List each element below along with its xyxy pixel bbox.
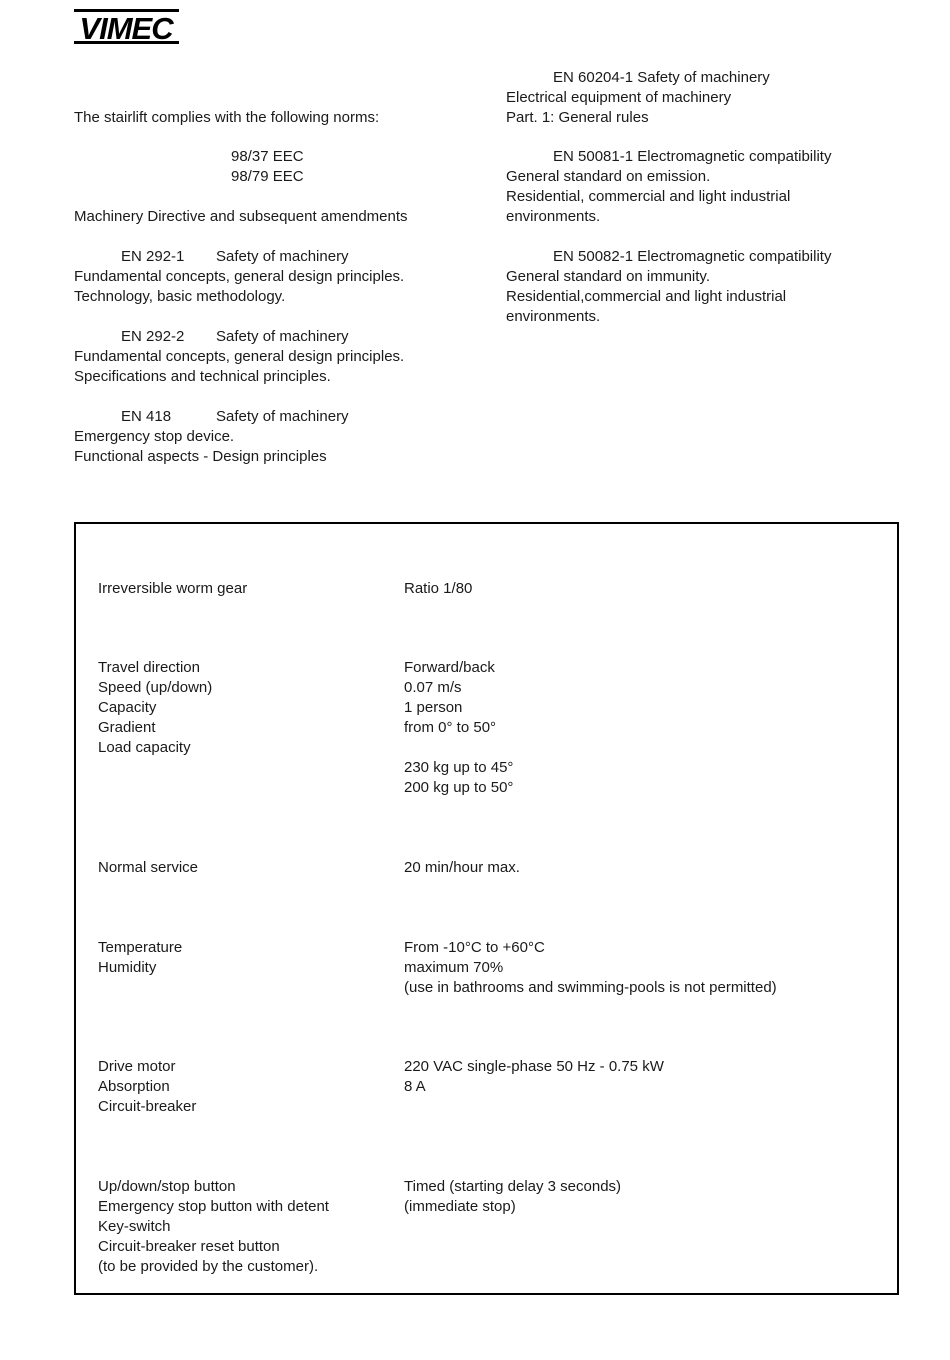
norm-description: Electrical equipment of machinery [506, 89, 732, 106]
norm-description: Technology, basic methodology. [74, 288, 286, 305]
norm-description: Functional aspects - Design principles [74, 448, 327, 465]
norm-heading: EN 60204-1 Safety of machinery [553, 69, 770, 86]
norm-description: Residential, commercial and light industrial [506, 188, 791, 205]
logo-text: VIMEC [79, 11, 173, 44]
spec-value: 1 person [404, 699, 463, 716]
norm-description: General standard on emission. [506, 168, 711, 185]
spec-value: Ratio 1/80 [404, 580, 473, 597]
spec-label: Capacity [98, 699, 157, 716]
spec-value: Timed (starting delay 3 seconds) [404, 1178, 622, 1195]
norm-description: Part. 1: General rules [506, 109, 649, 126]
spec-label: Temperature [98, 939, 183, 956]
directive-description: Machinery Directive and subsequent amendments [74, 208, 408, 225]
spec-label: Up/down/stop button [98, 1178, 236, 1195]
spec-value: 200 kg up to 50° [404, 779, 514, 796]
norm-title: Safety of machinery [216, 248, 349, 265]
spec-value: 220 VAC single-phase 50 Hz - 0.75 kW [404, 1058, 664, 1075]
spec-value: Forward/back [404, 659, 495, 676]
norm-description: Residential,commercial and light industrial [506, 288, 787, 305]
norm-description: Fundamental concepts, general design principles. [74, 348, 405, 365]
norm-description: General standard on immunity. [506, 268, 710, 285]
spec-label: Absorption [98, 1078, 170, 1095]
spec-value: 20 min/hour max. [404, 859, 520, 876]
spec-value: 0.07 m/s [404, 679, 462, 696]
directive-code: 98/37 EEC [231, 148, 304, 165]
norms-intro: The stairlift complies with the following norms: [74, 109, 380, 126]
spec-label: Irreversible worm gear [98, 580, 248, 597]
norm-title: Safety of machinery [216, 328, 349, 345]
spec-value: 230 kg up to 45° [404, 759, 514, 776]
norm-description: environments. [506, 208, 601, 225]
spec-label: Load capacity [98, 739, 191, 756]
vimec-logo [74, 9, 179, 44]
norm-code: EN 418 [121, 408, 172, 425]
norm-description: Emergency stop device. [74, 428, 235, 445]
spec-label: Speed (up/down) [98, 679, 213, 696]
spec-label: Gradient [98, 719, 156, 736]
spec-value: (use in bathrooms and swimming-pools is not permitted) [404, 979, 777, 996]
norm-code: EN 292-2 [121, 328, 185, 345]
norm-code: EN 292-1 [121, 248, 185, 265]
spec-value: From -10°C to +60°C [404, 939, 545, 956]
spec-label: Circuit-breaker reset button [98, 1238, 280, 1255]
spec-value: 8 A [404, 1078, 426, 1095]
spec-label: (to be provided by the customer). [98, 1258, 319, 1275]
spec-value: (immediate stop) [404, 1198, 516, 1215]
spec-value: maximum 70% [404, 959, 504, 976]
directive-code: 98/79 EEC [231, 168, 304, 185]
norm-description: Specifications and technical principles. [74, 368, 331, 385]
norm-heading: EN 50081-1 Electromagnetic compatibility [553, 148, 832, 165]
spec-label: Emergency stop button with detent [98, 1198, 329, 1215]
norm-description: Fundamental concepts, general design principles. [74, 268, 405, 285]
spec-label: Circuit-breaker [98, 1098, 197, 1115]
spec-label: Humidity [98, 959, 157, 976]
spec-label: Key-switch [98, 1218, 171, 1235]
spec-label: Normal service [98, 859, 199, 876]
norm-heading: EN 50082-1 Electromagnetic compatibility [553, 248, 832, 265]
norm-title: Safety of machinery [216, 408, 349, 425]
norm-description: environments. [506, 308, 601, 325]
spec-value: from 0° to 50° [404, 719, 497, 736]
spec-label: Travel direction [98, 659, 200, 676]
spec-label: Drive motor [98, 1058, 176, 1075]
